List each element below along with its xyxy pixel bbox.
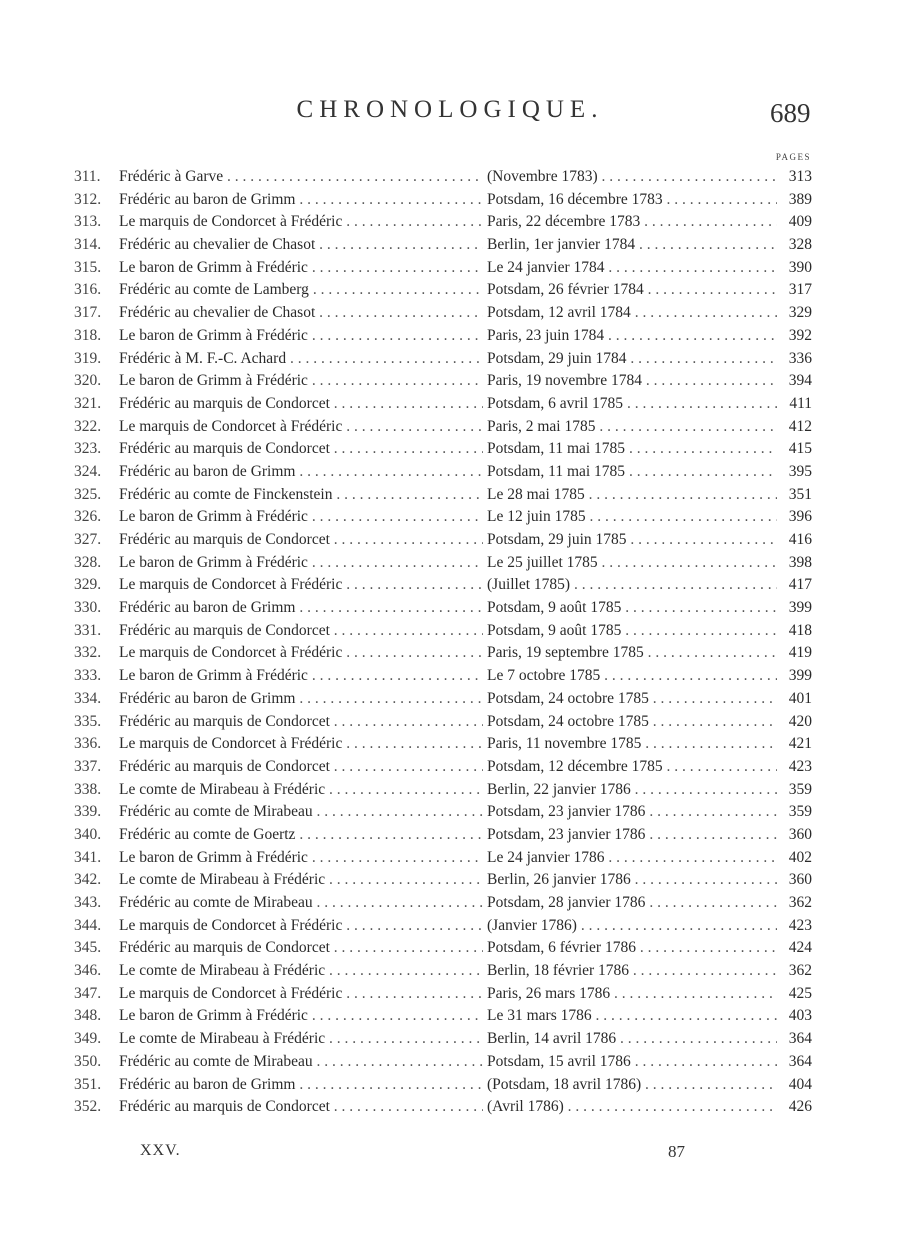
entry-title: Le baron de Grimm à Frédéric . . . [119, 259, 483, 277]
entry-page: 418 [788, 621, 812, 639]
entry-page: 362 [788, 894, 812, 911]
entry-page: 395 [788, 462, 812, 480]
table-row [74, 962, 812, 985]
entry-page: 411 [789, 394, 812, 412]
entry-number: 337. [74, 757, 102, 775]
entry-page: 416 [788, 531, 812, 548]
entry-number: 339. [74, 803, 102, 821]
entry-number: 332. [74, 644, 102, 662]
table-row [74, 191, 812, 214]
entry-place-date: Paris, 19 novembre 1784 . . . [483, 372, 777, 390]
table-row [74, 713, 812, 736]
entry-place-date: Paris, 19 septembre 1785 . . . [483, 644, 777, 662]
entry-title: Le baron de Grimm à Frédéric . . . [119, 849, 483, 867]
page-number: 689 [770, 98, 811, 128]
table-row [74, 259, 812, 282]
entry-number: 349. [74, 1030, 102, 1048]
entry-title: Le marquis de Condorcet à Frédéric . . . [119, 985, 483, 1003]
entry-number: 315. [74, 258, 102, 276]
entry-place-date: Potsdam, 15 avril 1786 . . . [483, 1053, 777, 1071]
entry-number: 335. [74, 712, 102, 730]
entry-page: 364 [788, 1030, 812, 1048]
table-row [74, 690, 812, 713]
entry-number: 329. [74, 576, 102, 594]
table-row [74, 1053, 812, 1076]
entry-number: 342. [74, 871, 102, 889]
entry-number: 346. [74, 962, 102, 980]
entry-title: Frédéric au marquis de Condorcet . . . [119, 531, 483, 549]
entry-place-date: Potsdam, 16 décembre 1783 . . . [483, 191, 777, 209]
entry-number: 350. [74, 1052, 102, 1070]
entry-number: 347. [74, 984, 102, 1002]
entry-number: 340. [74, 825, 102, 843]
entry-place-date: Le 7 octobre 1785 . . . [483, 667, 777, 685]
table-row [74, 486, 812, 509]
table-row [74, 463, 812, 486]
entry-number: 348. [74, 1007, 102, 1025]
entry-place-date: Le 24 janvier 1786 . . . [483, 849, 777, 867]
entry-number: 321. [74, 394, 102, 412]
entry-title: Frédéric au marquis de Condorcet . . . [119, 1098, 483, 1116]
table-row [74, 781, 812, 804]
entry-title: Le baron de Grimm à Frédéric . . . [119, 1007, 483, 1025]
entry-place-date: Potsdam, 6 avril 1785 . . . [483, 395, 777, 413]
entry-page: 423 [788, 916, 812, 934]
table-row [74, 576, 812, 599]
table-row [74, 281, 812, 304]
entry-page: 360 [788, 825, 812, 843]
entry-place-date: Potsdam, 11 mai 1785 . . . [483, 463, 777, 481]
entry-title: Frédéric au marquis de Condorcet . . . [119, 395, 483, 413]
entry-place-date: Potsdam, 24 octobre 1785 . . . [483, 690, 777, 708]
entry-title: Frédéric à Garve . . . [119, 168, 483, 186]
entry-number: 326. [74, 508, 102, 526]
running-title: CHRONOLOGIQUE. [296, 96, 604, 123]
table-row [74, 894, 812, 917]
entry-title: Le comte de Mirabeau à Frédéric . . . [119, 871, 483, 889]
entry-number: 314. [74, 236, 102, 254]
entry-number: 344. [74, 916, 102, 934]
entry-number: 327. [74, 531, 102, 548]
entry-place-date: (Potsdam, 18 avril 1786) . . . [483, 1076, 777, 1094]
entry-title: Frédéric au baron de Grimm . . . [119, 690, 483, 708]
entry-place-date: Potsdam, 28 janvier 1786 . . . [483, 894, 777, 912]
entry-place-date: (Juillet 1785) . . . [483, 576, 777, 594]
entry-page: 399 [788, 599, 812, 617]
entry-place-date: Le 12 juin 1785 . . . [483, 508, 777, 526]
entry-title: Le baron de Grimm à Frédéric . . . [119, 508, 483, 526]
entry-number: 336. [74, 735, 102, 753]
table-row [74, 1007, 812, 1030]
entry-page: 401 [788, 689, 812, 707]
entry-page: 390 [788, 258, 812, 276]
entry-title: Frédéric au baron de Grimm . . . [119, 1076, 483, 1094]
entry-title: Frédéric au baron de Grimm . . . [119, 599, 483, 617]
entry-page: 425 [788, 984, 812, 1002]
entry-page: 415 [788, 440, 812, 458]
table-row [74, 803, 812, 826]
table-row [74, 622, 812, 645]
table-row [74, 985, 812, 1008]
entry-place-date: Berlin, 1er janvier 1784 . . . [483, 236, 777, 254]
entry-number: 328. [74, 553, 102, 571]
table-row [74, 871, 812, 894]
entry-place-date: Potsdam, 12 décembre 1785 . . . [483, 758, 777, 776]
entry-title: Le baron de Grimm à Frédéric . . . [119, 327, 483, 345]
entry-number: 319. [74, 349, 102, 367]
table-row [74, 418, 812, 441]
chronological-table [74, 168, 812, 1121]
entry-title: Le comte de Mirabeau à Frédéric . . . [119, 1030, 483, 1048]
entry-place-date: Le 25 juillet 1785 . . . [483, 554, 777, 572]
entry-title: Le comte de Mirabeau à Frédéric . . . [119, 962, 483, 980]
entry-page: 417 [788, 576, 812, 594]
entry-place-date: Paris, 22 décembre 1783 . . . [483, 213, 777, 231]
entry-title: Frédéric au chevalier de Chasot . . . [119, 304, 483, 322]
entry-title: Frédéric au chevalier de Chasot . . . [119, 236, 483, 254]
entry-page: 313 [788, 168, 812, 185]
entry-title: Le marquis de Condorcet à Frédéric . . . [119, 917, 483, 935]
entry-place-date: (Novembre 1783) . . . [483, 168, 777, 186]
entry-page: 396 [788, 508, 812, 526]
entry-number: 351. [74, 1075, 102, 1093]
entry-place-date: Potsdam, 23 janvier 1786 . . . [483, 803, 777, 821]
entry-page: 392 [788, 326, 812, 344]
signature-mark: XXV. [140, 1142, 181, 1159]
entry-title: Frédéric au baron de Grimm . . . [119, 191, 483, 209]
entry-page: 362 [788, 962, 812, 980]
entry-page: 359 [788, 780, 812, 798]
entry-page: 389 [788, 190, 812, 208]
entry-place-date: Potsdam, 23 janvier 1786 . . . [483, 826, 777, 844]
table-row [74, 236, 812, 259]
entry-number: 322. [74, 417, 102, 435]
table-row [74, 1030, 812, 1053]
entry-title: Le marquis de Condorcet à Frédéric . . . [119, 576, 483, 594]
entry-title: Frédéric au comte de Finckenstein . . . [119, 486, 483, 504]
entry-page: 402 [788, 848, 812, 866]
table-row [74, 735, 812, 758]
entry-number: 313. [74, 213, 102, 231]
entry-title: Le marquis de Condorcet à Frédéric . . . [119, 735, 483, 753]
entry-page: 336 [788, 349, 812, 367]
entry-title: Frédéric au comte de Mirabeau . . . [119, 803, 483, 821]
entry-title: Le marquis de Condorcet à Frédéric . . . [119, 213, 483, 231]
entry-number: 323. [74, 440, 102, 458]
entry-place-date: Le 24 janvier 1784 . . . [483, 259, 777, 277]
entry-number: 330. [74, 599, 102, 617]
entry-page: 423 [788, 757, 812, 775]
table-row [74, 168, 812, 191]
entry-page: 424 [788, 939, 812, 957]
entry-page: 394 [788, 372, 812, 390]
entry-place-date: (Janvier 1786) . . . [483, 917, 777, 935]
entry-page: 359 [788, 803, 812, 821]
entry-number: 318. [74, 326, 102, 344]
entry-place-date: Potsdam, 24 octobre 1785 . . . [483, 713, 777, 731]
table-row [74, 395, 812, 418]
entry-title: Le baron de Grimm à Frédéric . . . [119, 554, 483, 572]
entry-place-date: Paris, 2 mai 1785 . . . [483, 418, 777, 436]
table-row [74, 508, 812, 531]
table-row [74, 350, 812, 373]
entry-place-date: Potsdam, 6 février 1786 . . . [483, 939, 777, 957]
entry-title: Frédéric au comte de Goertz . . . [119, 826, 483, 844]
entry-number: 345. [74, 939, 102, 957]
table-row [74, 531, 812, 554]
entry-page: 328 [788, 236, 812, 254]
entry-number: 312. [74, 190, 102, 208]
entry-place-date: Potsdam, 26 février 1784 . . . [483, 281, 777, 299]
entry-title: Le marquis de Condorcet à Frédéric . . . [119, 644, 483, 662]
entry-number: 343. [74, 894, 102, 911]
entry-number: 334. [74, 689, 102, 707]
entry-page: 364 [788, 1052, 812, 1070]
entry-title: Frédéric au marquis de Condorcet . . . [119, 939, 483, 957]
entry-number: 311. [74, 168, 101, 185]
entry-number: 331. [74, 621, 102, 639]
table-row [74, 644, 812, 667]
entry-place-date: Potsdam, 11 mai 1785 . . . [483, 440, 777, 458]
table-row [74, 758, 812, 781]
entry-page: 360 [788, 871, 812, 889]
table-row [74, 213, 812, 236]
entry-place-date: Potsdam, 9 août 1785 . . . [483, 599, 777, 617]
entry-number: 317. [74, 304, 102, 322]
table-row [74, 667, 812, 690]
entry-number: 316. [74, 281, 102, 299]
entry-place-date: Le 31 mars 1786 . . . [483, 1007, 777, 1025]
entry-number: 324. [74, 462, 102, 480]
entry-title: Frédéric au baron de Grimm . . . [119, 463, 483, 481]
table-row [74, 327, 812, 350]
entry-title: Frédéric au comte de Lamberg . . . [119, 281, 483, 299]
entry-number: 333. [74, 667, 102, 685]
entry-page: 420 [788, 712, 812, 730]
table-row [74, 1076, 812, 1099]
entry-place-date: Potsdam, 9 août 1785 . . . [483, 622, 777, 640]
entry-page: 398 [788, 553, 812, 571]
entry-number: 352. [74, 1098, 102, 1116]
table-row [74, 1098, 812, 1121]
entry-number: 325. [74, 485, 102, 503]
entry-page: 404 [788, 1075, 812, 1093]
entry-page: 317 [788, 281, 812, 299]
entry-place-date: Potsdam, 29 juin 1785 . . . [483, 531, 777, 549]
table-row [74, 554, 812, 577]
table-row [74, 372, 812, 395]
entry-page: 399 [788, 667, 812, 685]
entry-page: 419 [788, 644, 812, 662]
entry-page: 403 [788, 1007, 812, 1025]
entry-place-date: Potsdam, 29 juin 1784 . . . [483, 350, 777, 368]
entry-place-date: Le 28 mai 1785 . . . [483, 486, 777, 504]
entry-number: 338. [74, 780, 102, 798]
entry-title: Le marquis de Condorcet à Frédéric . . . [119, 418, 483, 436]
entry-title: Frédéric au comte de Mirabeau . . . [119, 894, 483, 912]
entry-title: Frédéric à M. F.-C. Achard . . . [119, 350, 483, 368]
entry-number: 320. [74, 372, 102, 390]
entry-number: 341. [74, 848, 102, 866]
table-row [74, 917, 812, 940]
entry-page: 329 [788, 304, 812, 322]
sheet-number: 87 [668, 1142, 685, 1161]
entry-page: 426 [788, 1098, 812, 1116]
table-row [74, 826, 812, 849]
entry-place-date: Berlin, 22 janvier 1786 . . . [483, 781, 777, 799]
entry-page: 409 [788, 213, 812, 231]
pages-column-header: PAGES [775, 152, 811, 162]
entry-title: Frédéric au marquis de Condorcet . . . [119, 440, 483, 458]
entry-place-date: Berlin, 14 avril 1786 . . . [483, 1030, 777, 1048]
entry-place-date: Berlin, 26 janvier 1786 . . . [483, 871, 777, 889]
entry-page: 421 [788, 735, 812, 753]
entry-place-date: Potsdam, 12 avril 1784 . . . [483, 304, 777, 322]
table-row [74, 939, 812, 962]
entry-place-date: Berlin, 18 février 1786 . . . [483, 962, 777, 980]
entry-place-date: Paris, 11 novembre 1785 . . . [483, 735, 777, 753]
entry-title: Frédéric au marquis de Condorcet . . . [119, 622, 483, 640]
entry-title: Le baron de Grimm à Frédéric . . . [119, 372, 483, 390]
entry-title: Le baron de Grimm à Frédéric . . . [119, 667, 483, 685]
table-row [74, 599, 812, 622]
entry-title: Frédéric au comte de Mirabeau . . . [119, 1053, 483, 1071]
table-row [74, 849, 812, 872]
entry-place-date: Paris, 23 juin 1784 . . . [483, 327, 777, 345]
entry-title: Frédéric au marquis de Condorcet . . . [119, 758, 483, 776]
entry-page: 412 [788, 417, 812, 435]
table-row [74, 440, 812, 463]
table-row [74, 304, 812, 327]
entry-place-date: Paris, 26 mars 1786 . . . [483, 985, 777, 1003]
entry-page: 351 [788, 485, 812, 503]
entry-title: Le comte de Mirabeau à Frédéric . . . [119, 781, 483, 799]
entry-title: Frédéric au marquis de Condorcet . . . [119, 713, 483, 731]
entry-place-date: (Avril 1786) . . . [483, 1098, 777, 1116]
